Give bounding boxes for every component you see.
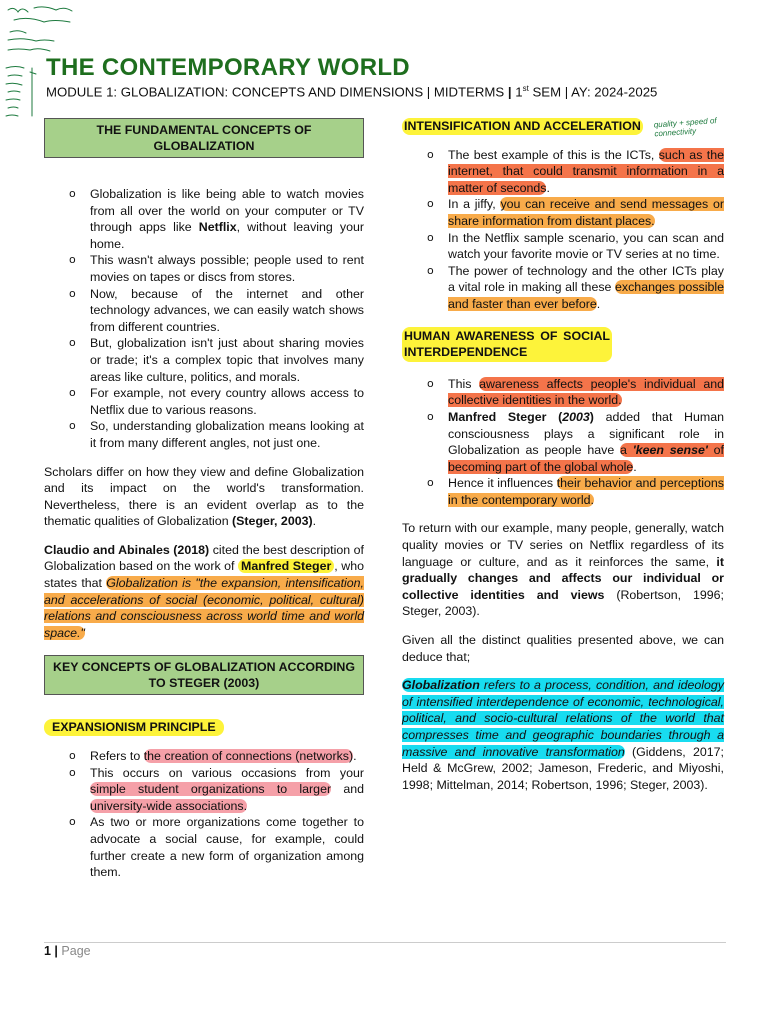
steger-definition-paragraph: Claudio and Abinales (2018) cited the best description of Globalization based on the work of Manfred Steger , who states that Globalization is "the expansion, intensification, and accelerations of social (economic, political, cultural) relations and consciousness across world time and world space." [44, 542, 364, 640]
document-title: THE CONTEMPORARY WORLD [46, 54, 410, 81]
right-column [402, 118, 724, 793]
intensification-list [402, 147, 724, 313]
list-item: o This occurs on various occasions from your simple student organizations to larger and university-wide associations. [44, 765, 364, 815]
subtitle-sem-year: SEM | AY: 2024-2025 [528, 84, 658, 100]
list-item: o Globalization is like being able to watch movies from all over the world on your computer or TV through apps like Netflix, without leaving your home. [44, 186, 364, 252]
list-item: o In the Netflix sample scenario, you can scan and watch your favorite movie or TV series at no time. [402, 230, 724, 263]
netflix-example-paragraph: To return with our example, many people, generally, watch quality movies or TV series on Netflix regardless of its language or culture, and as it reinforces the same, it gradually changes and affects our individual or collective identities and views (Robertson, 1996; Steger, 2003). [402, 521, 724, 619]
globalization-definition-paragraph: Globalization refers to a process, condition, and ideology of intensified interdependence of economic, technological, political, and socio-cultural relations of the world that compresses time and geographic boundaries through a massive and innovative transformation (Giddens, 2017; Held & McGrew, 2002; Jameson, Frederic, and Miyoshi, 1998; Mittelman, 2014; Robertson, 1996; Steger, 2003). [402, 678, 724, 792]
list-item: o In a jiffy, you can receive and send messages or share information from distant places. [402, 196, 724, 229]
subtitle-sem-number: 1 [515, 84, 523, 100]
section-box-key-concepts: KEY CONCEPTS OF GLOBALIZATION ACCORDING TO STEGER (2003) [44, 655, 364, 695]
page-footer [44, 944, 91, 958]
footer-divider [44, 942, 726, 943]
list-item: o For example, not every country allows access to Netflix due to various reasons. [44, 385, 364, 418]
list-item: o But, globalization isn't just about sharing movies or trade; it's a complex topic that involves many areas like culture, politics, and morals. [44, 335, 364, 385]
page-label: Page [61, 944, 91, 958]
section-box-fundamental-concepts: THE FUNDAMENTAL CONCEPTS OF GLOBALIZATION [44, 118, 364, 158]
section-heading-human-awareness: HUMAN AWARENESS OF SOCIAL INTERDEPENDENCE [402, 327, 612, 362]
expansionism-list [44, 748, 364, 881]
list-item: o This wasn't always possible; people used to rent movies on tapes or discs from stores. [44, 252, 364, 285]
scholars-paragraph: Scholars differ on how they view and define Globalization and its impact on the world's transformation. Nevertheless, there is an evident overlap as to the thematic qualities of Globalization (Steger, 2003). [44, 464, 364, 529]
list-item: o This awareness affects people's individual and collective identities in the world. [402, 376, 724, 409]
list-item: o The best example of this is the ICTs, such as the internet, that could transmit information in a matter of seconds. [402, 147, 724, 197]
section-heading-expansionism: EXPANSIONISM PRINCIPLE [44, 719, 364, 736]
handwritten-margin-note: quality + speed of connectivity [653, 116, 717, 139]
subtitle-module: MODULE 1: GLOBALIZATION: CONCEPTS AND DIMENSIONS | MIDTERMS [46, 84, 505, 100]
page-number: 1 [44, 944, 51, 958]
subtitle-separator: | [504, 84, 516, 100]
list-item: o So, understanding globalization means looking at it from many different angles, not just one. [44, 418, 364, 451]
document-subtitle [46, 84, 657, 99]
left-column [44, 118, 364, 881]
list-item: o Hence it influences their behavior and perceptions in the contemporary world. [402, 475, 724, 508]
section-heading-intensification: INTENSIFICATION AND ACCELERATION [404, 119, 641, 133]
fundamental-concepts-list [44, 186, 364, 452]
footer-separator: | [50, 944, 62, 958]
human-awareness-list [402, 376, 724, 509]
list-item: o Manfred Steger (2003) added that Human consciousness plays a significant role in Globalization as people have a 'keen sense' of becoming part of the global whole. [402, 409, 724, 475]
subtitle-sem-suffix: st [522, 84, 529, 93]
list-item: o Now, because of the internet and other technology advances, we can easily watch shows from different countries. [44, 286, 364, 336]
list-item: o The power of technology and the other ICTs play a vital role in making all these exchanges possible and faster than ever before. [402, 263, 724, 313]
list-item: o Refers to the creation of connections (networks). [44, 748, 364, 765]
list-item: o As two or more organizations come together to advocate a social cause, for example, could further create a new form of organization among them. [44, 814, 364, 880]
deduce-paragraph: Given all the distinct qualities presented above, we can deduce that; [402, 633, 724, 664]
